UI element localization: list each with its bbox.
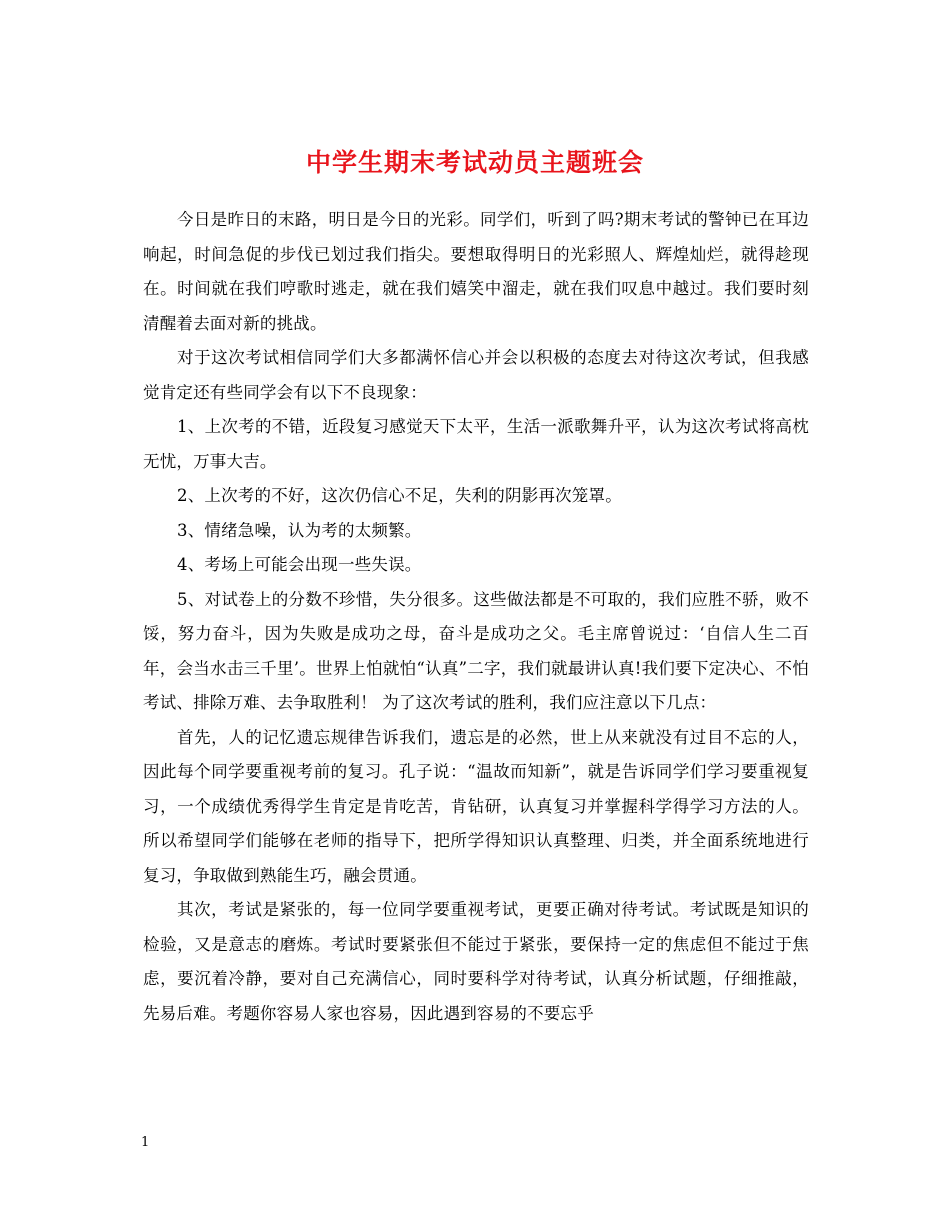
list-item-4: 4、考场上可能会出现一些失误。 [177, 555, 422, 574]
paragraph-confidence: 对于这次考试相信同学们大多都满怀信心并会以积极的态度去对待这次考试，但我感觉肯定还有些同学会有以下不良现象： [143, 348, 809, 402]
paragraph-second: 其次，考试是紧张的，每一位同学要重视考试，更要正确对待考试。考试既是知识的检验，又是意志的磨炼。考试时要紧张但不能过于紧张，要保持一定的焦虑但不能过于焦虑，要沉着冷静，要对自己充满信心，同时要科学对待考试，认真分析试题，仔细推敲，先易后难。考题你容易人家也容易，因此遇到容易的不要忘乎 [143, 900, 809, 1023]
list-item-2: 2、上次考的不好，这次仍信心不足，失利的阴影再次笼罩。 [177, 486, 622, 505]
list-item-1: 1、上次考的不错，近段复习感觉天下太平，生活一派歌舞升平，认为这次考试将高枕无忧，万事大吉。 [143, 417, 809, 471]
document-body [143, 203, 809, 1031]
document-title: 中学生期末考试动员主题班会 [305, 147, 644, 177]
list-item-3: 3、情绪急噪，认为考的太频繁。 [177, 520, 422, 540]
list-item-5: 5、对试卷上的分数不珍惜，失分很多。这些做法都是不可取的，我们应胜不骄，败不馁，努力奋斗，因为失败是成功之母，奋斗是成功之父。毛主席曾说过：‘自信人生二百年，会当水击三千里’。世界上怕就怕“认真”二字，我们就最讲认真!我们要下定决心、不怕考试、排除万难、去争取胜利！ 为了这次考试的胜利，我们应注意以下几点： [143, 589, 809, 712]
page-number: 1 [141, 1135, 150, 1150]
paragraph-intro: 今日是昨日的末路，明日是今日的光彩。同学们，听到了吗?期末考试的警钟已在耳边响起，时间急促的步伐已划过我们指尖。要想取得明日的光彩照人、辉煌灿烂，就得趁现在。时间就在我们哼歌时逃走，就在我们嬉笑中溜走，就在我们叹息中越过。我们要时刻清醒着去面对新的挑战。 [143, 210, 809, 333]
paragraph-first: 首先，人的记忆遗忘规律告诉我们，遗忘是的必然，世上从来就没有过目不忘的人，因此每个同学要重视考前的复习。孔子说：“温故而知新”，就是告诉同学们学习要重视复习，一个成绩优秀得学生肯定是肯吃苦，肯钻研，认真复习并掌握科学得学习方法的人。所以希望同学们能够在老师的指导下，把所学得知识认真整理、归类，并全面系统地进行复习，争取做到熟能生巧，融会贯通。 [143, 727, 809, 885]
